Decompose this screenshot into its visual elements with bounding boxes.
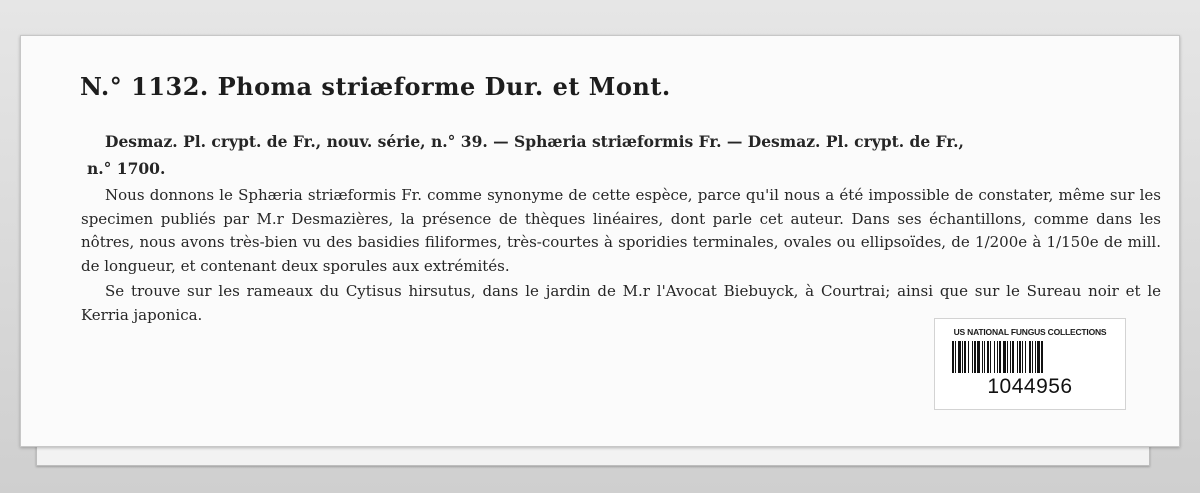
barcode-bar — [1029, 341, 1031, 373]
collection-caption: US NATIONAL FUNGUS COLLECTIONS — [953, 327, 1107, 337]
barcode-bar — [1025, 341, 1026, 373]
barcode-bar — [1022, 341, 1023, 373]
barcode-bar — [974, 341, 976, 373]
description-paragraph: Nous donnons le Sphæria striæformis Fr. comme synonyme de cette espèce, parce qu'il nous a été impossible de constater, même sur les specimen publiés par M.r Desmazières, la présence de thèques linéaires, dont parle cet auteur. Dans ses échantillons, comme dans les nôtres, nous avons très-bien vu des basidies filiformes, très-courtes à sporidies terminales, ovales ou ellipsoïdes, de 1/200e à 1/150e de mill. de longueur, et contenant deux sporules aux extrémités. — [81, 186, 1161, 275]
barcode-bar — [964, 341, 966, 373]
synonymy-line-2: n.° 1700. — [87, 159, 166, 178]
synonymy-line-1: Desmaz. Pl. crypt. de Fr., nouv. série, n.° 39. — Sphæria striæformis Fr. — Desmaz. Pl. crypt. de Fr., — [105, 132, 964, 151]
barcode-bar — [1041, 341, 1043, 373]
barcode-icon — [950, 341, 1110, 373]
barcode-bar — [987, 341, 989, 373]
barcode-bar — [958, 341, 961, 373]
barcode-bar — [982, 341, 983, 373]
barcode-bar — [990, 341, 991, 373]
barcode-bar — [1007, 341, 1008, 373]
specimen-title: N.° 1132. Phoma striæforme Dur. et Mont. — [80, 72, 671, 101]
barcode-bar — [968, 341, 969, 373]
synonymy-block — [87, 128, 1165, 182]
barcode-bar — [1032, 341, 1033, 373]
barcode-bar — [999, 341, 1001, 373]
barcode-number: 1044956 — [987, 375, 1073, 398]
barcode-bar — [955, 341, 956, 373]
barcode-label — [934, 318, 1126, 410]
barcode-bar — [1037, 341, 1040, 373]
description-text — [81, 184, 1161, 327]
barcode-bar — [997, 341, 998, 373]
habitat-paragraph: Se trouve sur les rameaux du Cytisus hirsutus, dans le jardin de M.r l'Avocat Biebuyck, à Courtrai; ainsi que sur le Sureau noir et le Kerria japonica. — [81, 282, 1161, 324]
barcode-bar — [1012, 341, 1014, 373]
barcode-bar — [977, 341, 980, 373]
barcode-bar — [1010, 341, 1011, 373]
barcode-bar — [994, 341, 995, 373]
barcode-bar — [984, 341, 985, 373]
barcode-bar — [1035, 341, 1036, 373]
barcode-bar — [962, 341, 963, 373]
barcode-bar — [972, 341, 973, 373]
barcode-bar — [1019, 341, 1021, 373]
barcode-bar — [1017, 341, 1018, 373]
barcode-bar — [1003, 341, 1006, 373]
barcode-bar — [952, 341, 954, 373]
